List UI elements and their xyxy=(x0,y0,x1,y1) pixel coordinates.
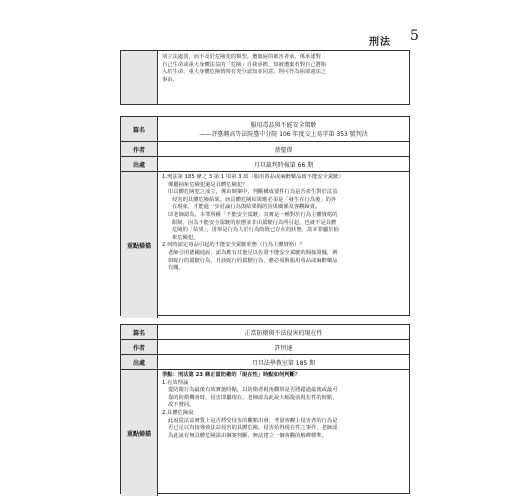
points-content xyxy=(158,370,409,496)
points-row xyxy=(121,369,409,496)
author-row xyxy=(121,339,409,354)
title-value: 正當防衛與不法侵害的現在性 xyxy=(244,329,323,337)
continued-line: 入於生命、重大身體危險情境有充分認知並同意，則可作為阻卻違法之 xyxy=(162,69,327,76)
point-line: 1.刑法第 185 條之 3 第 1 項第 3 款（服用毒品或麻醉藥品致不能安全駕駛） xyxy=(162,174,344,180)
point-line: 老師引用德國通說，認為應有其他足以佐證不能安全駕駛的間接證據，例 xyxy=(168,249,338,256)
article-table-2 xyxy=(120,324,410,494)
point-line: 侵害的具體危險結果。該具體危險結果應必須是「發生在行為後」的外 xyxy=(172,196,337,203)
continued-line: 事由。 xyxy=(162,76,178,83)
continued-line: 別立法處罰，而不及於危險犯的類型。遭棄屍的被害者承，係承諾對 xyxy=(162,54,321,60)
point-line: 1.有效理論 xyxy=(162,379,189,386)
point-line: 危險的「結果」，毋寧是行為人於行為時既已存在的狀態，故本罪屬於抽 xyxy=(172,227,339,234)
title-value xyxy=(158,117,409,141)
point-line: ⑵老師認為，本罪所稱「不能安全駕駛」其實是一種對於行為主體資格的 xyxy=(168,211,338,218)
points-label: 重點掃描 xyxy=(121,370,158,496)
source-label: 出處 xyxy=(121,157,158,171)
source-label: 出處 xyxy=(121,355,158,369)
author-label: 作者 xyxy=(121,340,158,354)
point-line: 靠的防衛機會時，侵害即屬現在。老師認為此說大幅提前現在性的時點， xyxy=(168,394,338,401)
author-value: 許恒達 xyxy=(274,344,293,352)
point-line: 否已足以直接導致法益侵害的具體危險，侵害始得現在性之事件，老師認 xyxy=(168,425,338,432)
article-title: 服用毒品與不能安全駕駛 xyxy=(250,122,317,129)
point-line: 故不贊同。 xyxy=(168,402,195,409)
points-label: 重點掃描 xyxy=(121,172,158,318)
continued-label-cell xyxy=(121,51,158,104)
source-value: 月旦法學教室第 185 期 xyxy=(251,359,316,367)
continued-line: 自己生命或重大身體法益的「危險」自我承擔，知被遭棄者對自己將陷 xyxy=(162,61,327,68)
point-line: 為此說有無具體危險需由個案判斷，無法建立一個客觀的解釋標準。 xyxy=(168,432,327,439)
continued-row xyxy=(121,51,409,104)
article-subtitle: ——評臺灣高等法院臺中分院 106 年度交上易字第 353 號判決 xyxy=(199,131,368,138)
title-label: 篇名 xyxy=(121,117,158,141)
source-row xyxy=(121,156,409,171)
point-line: 2.何時認定毒品引起的不能安全駕駛狀態（行為主體資格）？ xyxy=(162,242,305,249)
title-row xyxy=(121,325,409,339)
points-row xyxy=(121,171,409,318)
section-title: 刑法 xyxy=(369,37,391,48)
article-table-1 xyxy=(120,116,410,316)
author-label: 作者 xyxy=(121,142,158,156)
point-line: 係屬抽象危險犯還是具體危險犯？ xyxy=(168,181,248,188)
point-line: 象危險犯。 xyxy=(172,234,199,241)
point-line: 在現象，才能進一步討論行為與結果間的因果關係及客觀歸責。 xyxy=(172,204,321,211)
point-line: 此說從法益實質上是否將受侵害的觀點出發，考量客觀上侵害者的行為是 xyxy=(168,417,338,424)
title-label: 篇名 xyxy=(121,325,158,339)
point-line: 2.具體危險說 xyxy=(162,409,194,416)
point-line: 爭點：刑法第 23 條正當防衛的「現在性」時點如何判斷？ xyxy=(162,372,301,378)
point-line: 限制，因為不能安全駕駛的狀態並非由駕駛行為所引起，也就不是具體 xyxy=(172,219,337,226)
point-line: 如蛇行的駕駛行為，且該蛇行的駕駛行為，應必須與服用毒品或麻醉藥品 xyxy=(168,257,338,264)
point-line: 有關。 xyxy=(168,265,184,272)
point-line: 從防衛行為最後有效實施時點，以防衛者視角觀察是否將錯過最後或最可 xyxy=(168,387,338,394)
author-value: 蔡聖偉 xyxy=(274,146,293,154)
author-row xyxy=(121,141,409,156)
source-value: 月旦裁判時報第 66 期 xyxy=(253,161,314,169)
points-content xyxy=(158,172,409,318)
title-row xyxy=(121,117,409,141)
point-line: ⑴具體危險犯之成立，係由個案中，判斷構成要件行為是否產生對於法益 xyxy=(168,189,338,196)
source-row xyxy=(121,354,409,369)
continued-table xyxy=(120,50,410,105)
page-number: 5 xyxy=(410,28,419,44)
continued-content xyxy=(158,51,409,104)
